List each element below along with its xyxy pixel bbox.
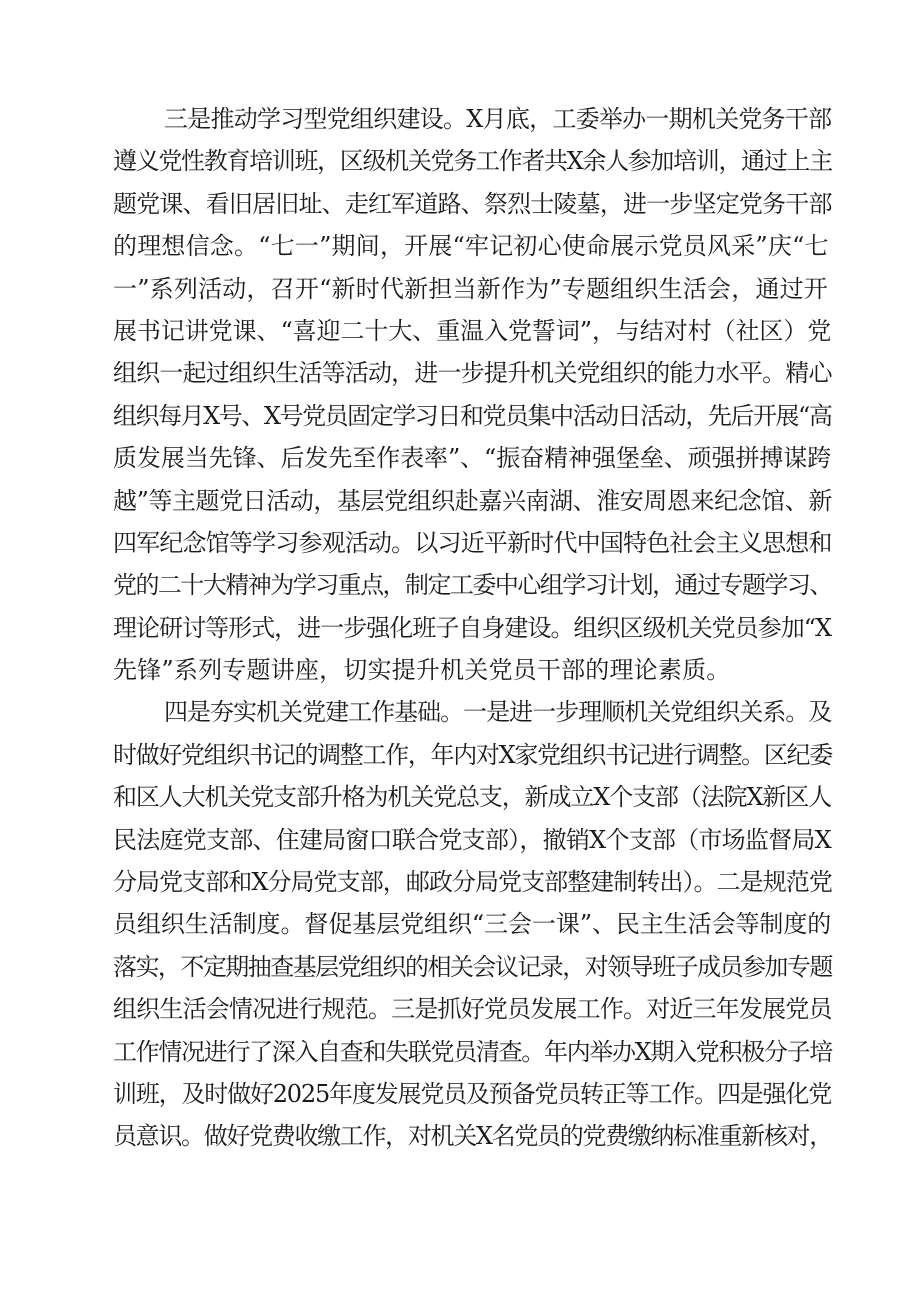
paragraph xyxy=(113,691,833,1157)
text-line: 员组织生活制度。督促基层党组织“三会一课”、民主生活会等制度的 xyxy=(113,910,832,939)
text-line: 展书记讲党课、“喜迎二十大、重温入党誓词”，与结对村（社区）党 xyxy=(113,316,832,345)
text-line: 时做好党组织书记的调整工作，年内对X家党组织书记进行调整。区纪委 xyxy=(113,740,832,769)
text-line: 题党课、看旧居旧址、走红军道路、祭烈士陵墓，进一步坚定党务干部 xyxy=(113,189,832,218)
paragraph xyxy=(113,98,833,691)
document-body xyxy=(113,98,833,1158)
text-line: 民法庭党支部、住建局窗口联合党支部），撤销X个支部（市场监督局X xyxy=(113,825,831,854)
text-line: 组织一起过组织生活等活动，进一步提升机关党组织的能力水平。精心 xyxy=(113,359,832,388)
text-line: 训班，及时做好2025年度发展党员及预备党员转正等工作。四是强化党 xyxy=(113,1079,832,1108)
text-line: 的理想信念。“七一”期间，开展“牢记初心使命展示党员风采”庆“七 xyxy=(113,232,829,261)
text-line: 三是推动学习型党组织建设。X月底，工委举办一期机关党务干部 xyxy=(164,105,832,133)
text-line: 质发展当先锋、后发先至作表率”、“振奋精神强堡垒、顽强拼搏谋跨 xyxy=(113,444,832,473)
text-line: 组织生活会情况进行规范。三是抓好党员发展工作。对近三年发展党员 xyxy=(113,995,832,1024)
text-line: 工作情况进行了深入自查和失联党员清查。年内举办X期入党积极分子培 xyxy=(113,1037,832,1066)
text-line: 一”系列活动，召开“新时代新担当新作为”专题组织生活会，通过开 xyxy=(113,274,829,303)
text-line: 理论研讨等形式，进一步强化班子自身建设。组织区级机关党员参加“X xyxy=(113,613,832,642)
text-line: 落实，不定期抽查基层党组织的相关会议记录，对领导班子成员参加专题 xyxy=(113,952,832,981)
text-line: 遵义党性教育培训班，区级机关党务工作者共X余人参加培训，通过上主 xyxy=(113,147,832,176)
text-line: 四军纪念馆等学习参观活动。以习近平新时代中国特色社会主义思想和 xyxy=(113,528,832,557)
text-line: 分局党支部和X分局党支部，邮政分局党支部整建制转出）。二是规范党 xyxy=(113,868,832,897)
text-line: 先锋”系列专题讲座，切实提升机关党员干部的理论素质。 xyxy=(113,656,731,685)
text-line: 组织每月X号、X号党员固定学习日和党员集中活动日活动，先后开展“高 xyxy=(113,401,832,430)
text-line: 党的二十大精神为学习重点，制定工委中心组学习计划，通过专题学习、 xyxy=(113,571,832,600)
text-line: 四是夯实机关党建工作基础。一是进一步理顺机关党组织关系。及 xyxy=(164,698,832,727)
text-line: 员意识。做好党费收缴工作，对机关X名党员的党费缴纳标准重新核对， xyxy=(113,1122,832,1151)
text-line: 和区人大机关党支部升格为机关党总支，新成立X个支部（法院X新区人 xyxy=(113,783,831,812)
text-line: 越”等主题党日活动，基层党组织赴嘉兴南湖、淮安周恩来纪念馆、新 xyxy=(113,486,832,515)
